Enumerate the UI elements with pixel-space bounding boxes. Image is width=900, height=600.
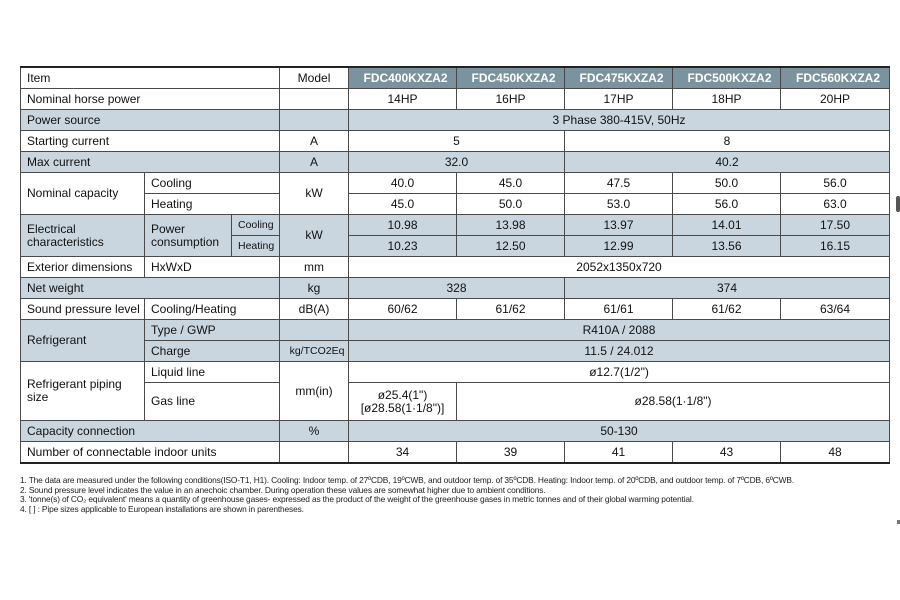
capacity-heating-row <box>21 194 890 215</box>
hp-value-3: 18HP <box>673 89 781 110</box>
max-current-row <box>21 152 890 173</box>
refrigerant-label: Refrigerant <box>21 320 145 362</box>
sound-unit: dB(A) <box>280 299 349 320</box>
header-row <box>21 67 890 89</box>
sound-value-1: 61/62 <box>457 299 565 320</box>
footnote-3: 3. 'tonne(s) of CO₂ equivalent' means a quantity of greenhouse gases- expressed as the product of the weight of the greenhouse gases in metric tonnes and of their global warming potential. <box>20 494 694 505</box>
electrical-heating-1: 12.50 <box>457 236 565 257</box>
electrical-cooling-0: 10.98 <box>349 215 457 236</box>
capacity-heating-3: 56.0 <box>673 194 781 215</box>
dimensions-row <box>21 257 890 278</box>
capacity-cooling-3: 50.0 <box>673 173 781 194</box>
footnote-4: 4. [ ] : Pipe sizes applicable to European installations are shown in parentheses. <box>20 503 304 514</box>
piping-gas-value-0-line2: [ø28.58(1·1/8")] <box>360 400 445 415</box>
capacity-heating-4: 63.0 <box>781 194 890 215</box>
capacity-unit: kW <box>280 173 349 215</box>
max-current-value-1: 40.2 <box>565 152 890 173</box>
indoor-units-value-4: 48 <box>781 442 890 464</box>
piping-liquid-row <box>21 362 890 383</box>
power-source-row <box>21 110 890 131</box>
hp-label: Nominal horse power <box>21 89 280 110</box>
electrical-heating-2: 12.99 <box>565 236 673 257</box>
max-current-label: Max current <box>21 152 280 173</box>
capacity-connection-unit: % <box>280 421 349 442</box>
sound-label: Sound pressure level <box>21 299 145 320</box>
capacity-cooling-2: 47.5 <box>565 173 673 194</box>
capacity-cooling-4: 56.0 <box>781 173 890 194</box>
refrigerant-charge-row <box>21 341 890 362</box>
electrical-unit: kW <box>280 215 349 257</box>
electrical-cooling-label: Cooling <box>232 215 280 236</box>
refrigerant-type-value: R410A / 2088 <box>349 320 890 341</box>
sound-value-2: 61/61 <box>565 299 673 320</box>
capacity-connection-value: 50-130 <box>349 421 890 442</box>
capacity-connection-label: Capacity connection <box>21 421 280 442</box>
footnotes <box>20 476 890 514</box>
piping-label: Refrigerant piping size <box>21 362 145 421</box>
electrical-cooling-row <box>21 215 890 236</box>
hp-value-4: 20HP <box>781 89 890 110</box>
capacity-cooling-1: 45.0 <box>457 173 565 194</box>
footnote-2: 2. Sound pressure level indicates the value in an anechoic chamber. During operation these values are somewhat higher due to ambient conditions. <box>20 484 546 495</box>
electrical-label: Electrical characteristics <box>21 215 145 257</box>
indoor-units-label: Number of connectable indoor units <box>21 442 280 464</box>
refrigerant-charge-value: 11.5 / 24.012 <box>349 341 890 362</box>
model-header: Model <box>280 67 349 89</box>
hp-unit <box>280 89 349 110</box>
dimensions-value: 2052x1350x720 <box>349 257 890 278</box>
footnote-1: 1. The data are measured under the following conditions(ISO-T1, H1). Cooling: Indoor temp. of 27ºCDB, 19ºCWB, and outdoor temp. of 35ºCDB. Heating: Indoor temp. of 20ºCDB, and outdoor temp. of 7ºCDB, 6ºCWB. <box>20 475 795 485</box>
electrical-cooling-1: 13.98 <box>457 215 565 236</box>
indoor-units-value-0: 34 <box>349 442 457 464</box>
sound-value-4: 63/64 <box>781 299 890 320</box>
starting-current-unit: A <box>280 131 349 152</box>
power-source-label: Power source <box>21 110 280 131</box>
net-weight-unit: kg <box>280 278 349 299</box>
piping-liquid-value: ø12.7(1/2") <box>349 362 890 383</box>
electrical-cooling-3: 14.01 <box>673 215 781 236</box>
capacity-label: Nominal capacity <box>21 173 145 215</box>
dimensions-sub-label: HxWxD <box>145 257 280 278</box>
sound-value-3: 61/62 <box>673 299 781 320</box>
refrigerant-type-label: Type / GWP <box>145 320 280 341</box>
dimensions-label: Exterior dimensions <box>21 257 145 278</box>
starting-current-value-1: 8 <box>565 131 890 152</box>
power-source-unit <box>280 110 349 131</box>
piping-gas-label: Gas line <box>145 383 280 421</box>
refrigerant-type-unit <box>280 320 349 341</box>
capacity-connection-row <box>21 421 890 442</box>
hp-row <box>21 89 890 110</box>
capacity-heating-1: 50.0 <box>457 194 565 215</box>
capacity-heating-label: Heating <box>145 194 280 215</box>
electrical-heating-label: Heating <box>232 236 280 257</box>
refrigerant-type-row <box>21 320 890 341</box>
electrical-sub-label: Power consumption <box>145 215 232 257</box>
model-header-2: FDC475KXZA2 <box>565 67 673 89</box>
piping-gas-value-rest: ø28.58(1·1/8") <box>457 383 890 421</box>
piping-unit: mm(in) <box>280 362 349 421</box>
electrical-cooling-2: 13.97 <box>565 215 673 236</box>
net-weight-value-1: 374 <box>565 278 890 299</box>
capacity-cooling-label: Cooling <box>145 173 280 194</box>
piping-gas-value-0 <box>349 383 457 421</box>
capacity-cooling-0: 40.0 <box>349 173 457 194</box>
dimensions-unit: mm <box>280 257 349 278</box>
indoor-units-value-1: 39 <box>457 442 565 464</box>
net-weight-label: Net weight <box>21 278 280 299</box>
indoor-units-row <box>21 442 890 464</box>
piping-gas-value-0-line1: ø25.4(1") <box>377 387 428 402</box>
net-weight-value-0: 328 <box>349 278 565 299</box>
capacity-cooling-row <box>21 173 890 194</box>
model-header-0: FDC400KXZA2 <box>349 67 457 89</box>
power-source-value: 3 Phase 380-415V, 50Hz <box>349 110 890 131</box>
model-header-1: FDC450KXZA2 <box>457 67 565 89</box>
electrical-cooling-4: 17.50 <box>781 215 890 236</box>
hp-value-2: 17HP <box>565 89 673 110</box>
model-header-4: FDC560KXZA2 <box>781 67 890 89</box>
starting-current-value-0: 5 <box>349 131 565 152</box>
sound-sub-label: Cooling/Heating <box>145 299 280 320</box>
starting-current-label: Starting current <box>21 131 280 152</box>
hp-value-1: 16HP <box>457 89 565 110</box>
starting-current-row <box>21 131 890 152</box>
sound-value-0: 60/62 <box>349 299 457 320</box>
electrical-heating-3: 13.56 <box>673 236 781 257</box>
electrical-heating-4: 16.15 <box>781 236 890 257</box>
electrical-heating-0: 10.23 <box>349 236 457 257</box>
sound-row <box>21 299 890 320</box>
capacity-heating-0: 45.0 <box>349 194 457 215</box>
hp-value-0: 14HP <box>349 89 457 110</box>
piping-gas-row <box>21 383 890 421</box>
piping-liquid-label: Liquid line <box>145 362 280 383</box>
max-current-value-0: 32.0 <box>349 152 565 173</box>
capacity-heating-2: 53.0 <box>565 194 673 215</box>
spec-table <box>20 66 890 464</box>
scrollbar-thumb[interactable] <box>896 196 900 212</box>
net-weight-row <box>21 278 890 299</box>
refrigerant-charge-unit: kg/TCO2Eq <box>280 341 349 362</box>
indoor-units-value-3: 43 <box>673 442 781 464</box>
item-header: Item <box>21 67 280 89</box>
indoor-units-unit <box>280 442 349 464</box>
model-header-3: FDC500KXZA2 <box>673 67 781 89</box>
max-current-unit: A <box>280 152 349 173</box>
indoor-units-value-2: 41 <box>565 442 673 464</box>
refrigerant-charge-label: Charge <box>145 341 280 362</box>
